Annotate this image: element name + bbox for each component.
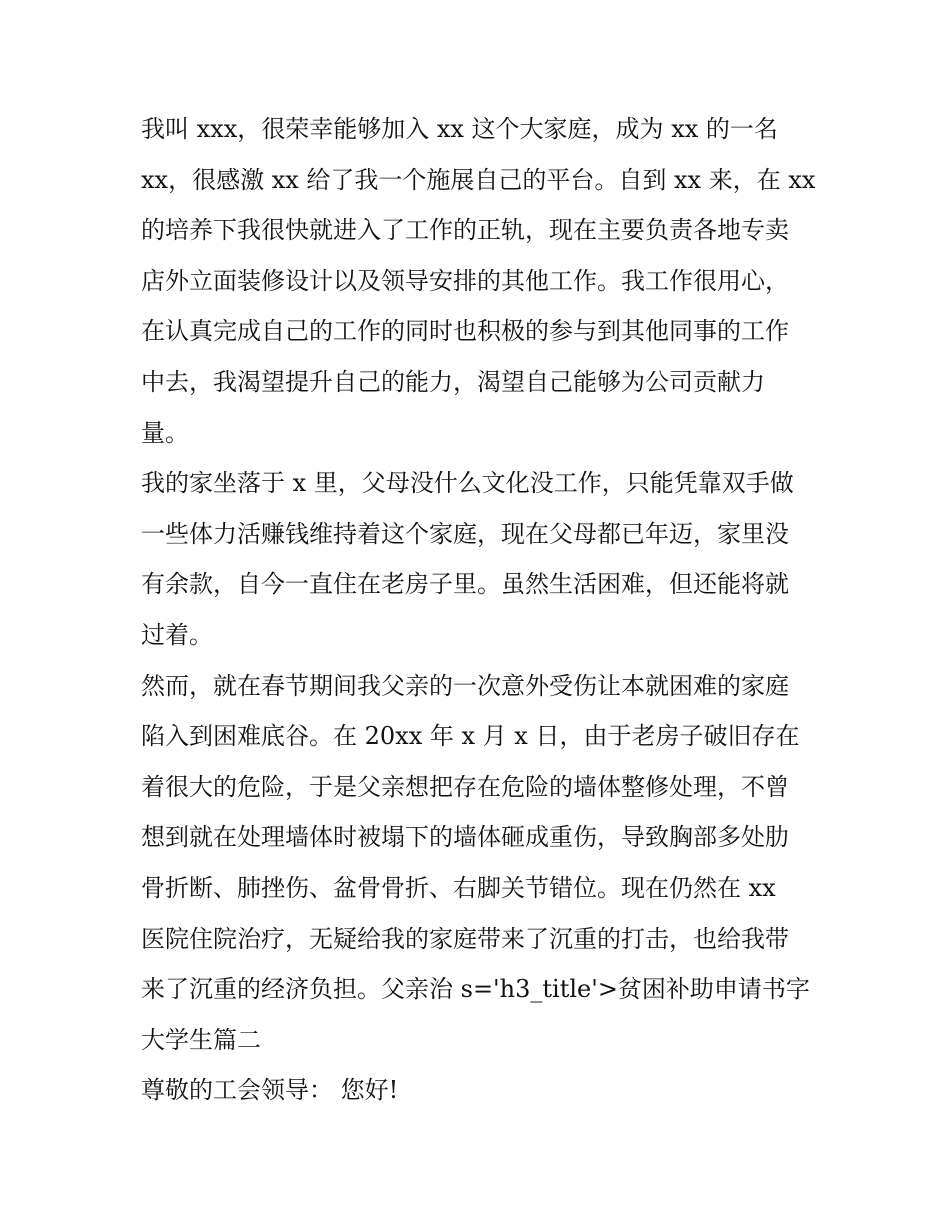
- text-line: 想到就在处理墙体时被塌下的墙体砸成重伤，导致胸部多处肋: [141, 823, 789, 852]
- text-line: 在认真完成自己的工作的同时也积极的参与到其他同事的工作: [141, 317, 789, 346]
- text-line: xx，很感激 xx 给了我一个施展自己的平台。自到 xx 来，在 xx: [141, 165, 816, 194]
- text-line: 有余款，自今一直住在老房子里。虽然生活困难，但还能将就: [141, 570, 789, 599]
- text-line: 量。: [141, 418, 189, 447]
- text-line: 尊敬的工会领导： 您好!: [141, 1076, 399, 1105]
- text-line: 医院住院治疗，无疑给我的家庭带来了沉重的打击，也给我带: [141, 924, 789, 953]
- text-line: 然而，就在春节期间我父亲的一次意外受伤让本就困难的家庭: [141, 671, 789, 700]
- text-line: 一些体力活赚钱维持着这个家庭，现在父母都已年迈，家里没: [141, 519, 789, 548]
- document-body: [141, 104, 841, 1116]
- text-line: 的培养下我很快就进入了工作的正轨，现在主要负责各地专卖: [141, 216, 789, 245]
- text-line: 着很大的危险，于是父亲想把存在危险的墙体整修处理，不曾: [141, 772, 789, 801]
- text-line: 店外立面装修设计以及领导安排的其他工作。我工作很用心，: [141, 266, 789, 295]
- text-line: 陷入到困难底谷。在 20xx 年 x 月 x 日，由于老房子破旧存在: [141, 722, 800, 751]
- text-line: 我叫 xxx，很荣幸能够加入 xx 这个大家庭，成为 xx 的一名: [141, 115, 778, 143]
- text-line: 过着。: [141, 620, 213, 649]
- text-line: 我的家坐落于 x 里，父母没什么文化没工作，只能凭靠双手做: [141, 469, 794, 498]
- text-line: 大学生篇二: [141, 1025, 261, 1054]
- text-line: 中去，我渴望提升自己的能力，渴望自己能够为公司贡献力: [141, 367, 765, 396]
- text-line: 骨折断、肺挫伤、盆骨骨折、右脚关节错位。现在仍然在 xx: [141, 873, 776, 902]
- text-line: 来了沉重的经济负担。父亲治 s='h3_title'>贫困补助申请书字: [141, 975, 810, 1004]
